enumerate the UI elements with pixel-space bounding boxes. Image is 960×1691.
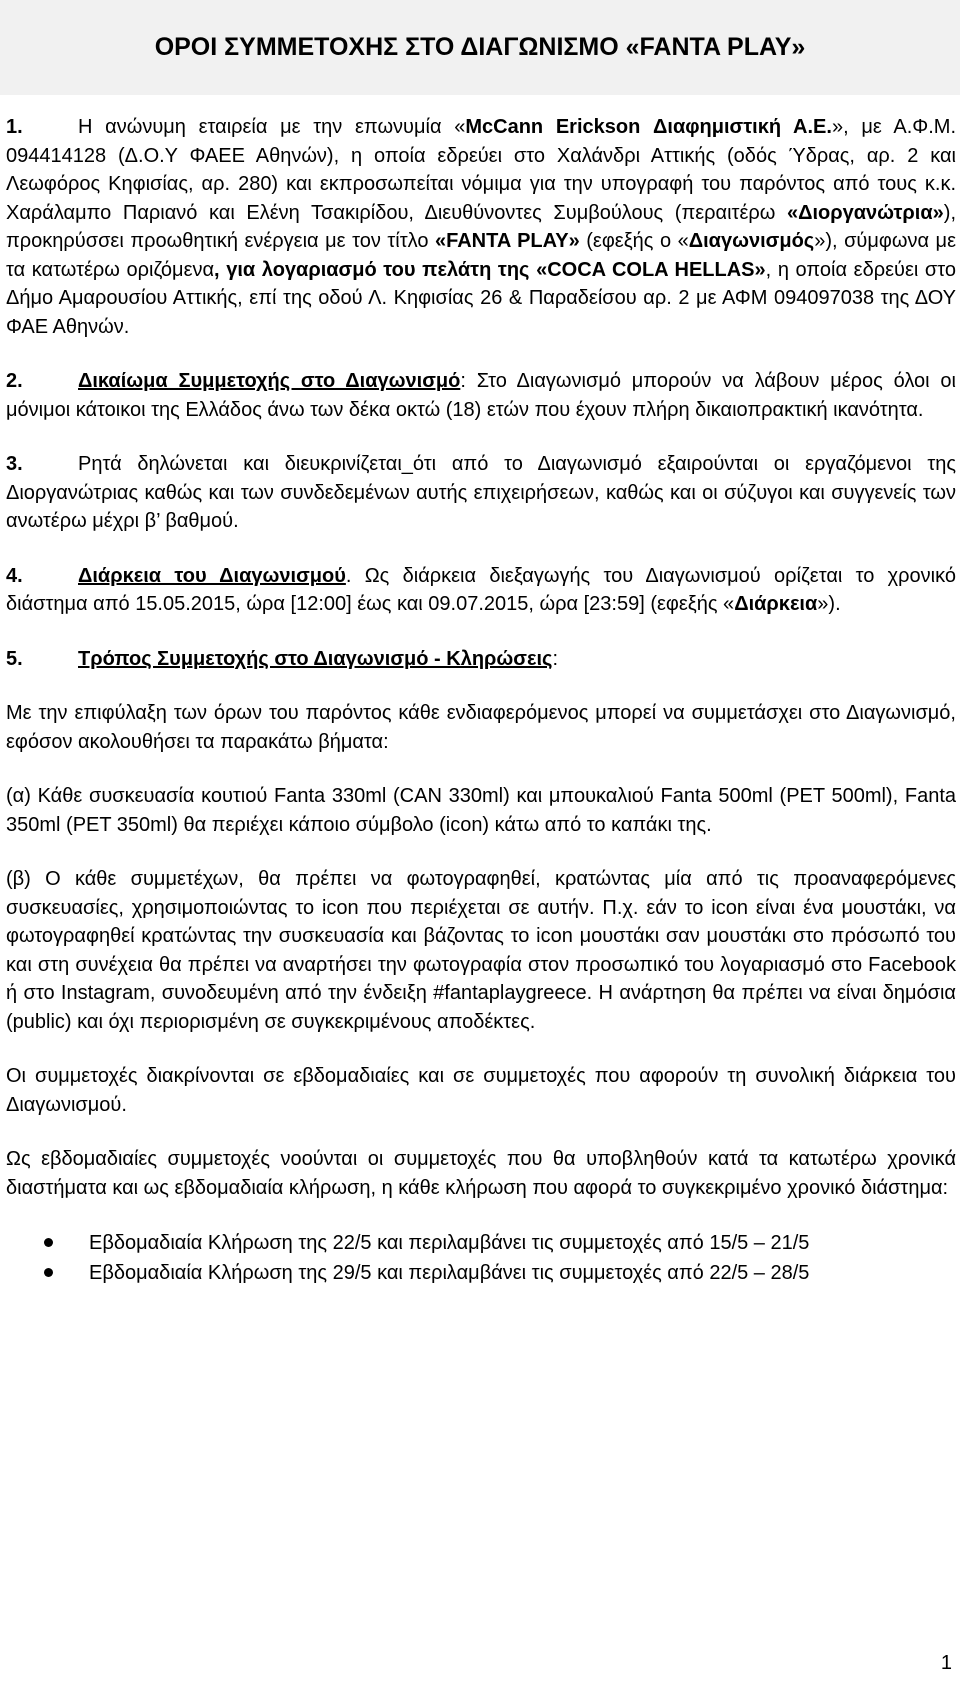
section-number: 5. — [6, 647, 23, 670]
paragraph-intro: Με την επιφύλαξη των όρων του παρόντος κάθε ενδιαφερόμενος μπορεί να συμμετάσχει στο Διαγωνισμό, εφόσον ακολουθήσει τα παρακάτω βήματα: — [6, 702, 956, 753]
paragraph-entries: Οι συμμετοχές διακρίνονται σε εβδομαδιαίες και σε συμμετοχές που αφορούν τη συνολική διάρκεια του Διαγωνισμού. — [6, 1065, 956, 1116]
section-number: 2. — [6, 370, 23, 392]
bullet-icon — [44, 1238, 53, 1247]
section-2: 2. Δικαίωμα Συμμετοχής στο Διαγωνισμό: Στο Διαγωνισμό μπορούν να λάβουν μέρος όλοι οι μόνιμοι κάτοικοι της Ελλάδος άνω των δέκα οκτώ (18) ετών που έχουν πλήρη δικαιοπρακτική ικανότητα. — [6, 367, 956, 424]
section-number: 3. — [6, 453, 23, 475]
section-number: 1. — [6, 116, 23, 138]
section-number: 4. — [6, 564, 23, 587]
section-5: 5. Τρόπος Συμμετοχής στο Διαγωνισμό - Κληρώσεις: — [6, 645, 956, 674]
draw-list — [6, 1228, 956, 1288]
section-heading: Τρόπος Συμμετοχής στο Διαγωνισμό - Κληρώσεις — [78, 647, 553, 670]
paragraph-b: (β) Ο κάθε συμμετέχων, θα πρέπει να φωτογραφηθεί, κρατώντας μία από τις προαναφερόμενες συσκευασίες, χρησιμοποιώντας το icon που περιέχεται σε αυτήν. Π.χ. εάν το icon είναι ένα μουστάκι, να φωτογραφηθεί κρατώντας την συσκευασία και βάζοντας το icon μουστάκι σαν μουστάκι στο πρόσωπό του και στη συνέχεια θα πρέπει να αναρτήσει την φωτογραφία στον προσωπικό του λογαριασμό στο Facebook ή στο Instagram, συνοδευμένη από την ένδειξη #fantaplaygreece. Η ανάρτηση θα πρέπει να είναι δημόσια (public) και όχι περιορισμένη σε συγκεκριμένους αποδέκτες. — [6, 868, 956, 1033]
list-item: Εβδομαδιαία Κλήρωση της 22/5 και περιλαμβάνει τις συμμετοχές από 15/5 – 21/5 — [44, 1228, 956, 1258]
bullet-icon — [44, 1268, 53, 1277]
section-heading: Δικαίωμα Συμμετοχής στο Διαγωνισμό — [78, 370, 461, 392]
page-title: ΟΡΟΙ ΣΥΜΜΕΤΟΧΗΣ ΣΤΟ ΔΙΑΓΩΝΙΣΜΟ «FANTA PLAY» — [0, 0, 960, 95]
list-item: Εβδομαδιαία Κλήρωση της 29/5 και περιλαμβάνει τις συμμετοχές από 22/5 – 28/5 — [44, 1258, 956, 1288]
document-body — [6, 113, 956, 1288]
paragraph-a: (α) Κάθε συσκευασία κουτιού Fanta 330ml (CAN 330ml) και μπουκαλιού Fanta 500ml (PET 500ml), Fanta 350ml (PET 350ml) θα περιέχει κάποιο σύμβολο (icon) κάτω από το καπάκι της. — [6, 785, 956, 836]
section-3: 3. Ρητά δηλώνεται και διευκρινίζεται_ότι από το Διαγωνισμό εξαιρούνται οι εργαζόμενοι της Διοργανώτριας καθώς και των συνδεδεμένων αυτής επιχειρήσεων, καθώς και οι σύζυγοι και συγγενείς των ανωτέρω μέχρι β’ βαθμού. — [6, 450, 956, 536]
section-heading: Διάρκεια του Διαγωνισμού — [78, 564, 346, 587]
page-number: 1 — [940, 1652, 952, 1674]
section-1: 1. Η ανώνυμη εταιρεία με την επωνυμία «McCann Erickson Διαφημιστική Α.Ε.», με Α.Φ.Μ. 094414128 (Δ.Ο.Υ ΦΑΕΕ Αθηνών), η οποία εδρεύει στο Χαλάνδρι Αττικής (οδός Ύδρας, αρ. 2 και Λεωφόρος Κηφισίας, αρ. 280) και εκπροσωπείται νόμιμα για την υπογραφή του παρόντος από τους κ.κ. Χαράλαμπο Παριανό και Ελένη Τσακιρίδου, Διευθύνοντες Συμβούλους (περαιτέρω «Διοργανώτρια»), προκηρύσσει προωθητική ενέργεια με τον τίτλο «FANTA PLAY» (εφεξής ο «Διαγωνισμός»), σύμφωνα με τα κατωτέρω οριζόμενα, για λογαριασμό του πελάτη της «COCA COLA HELLAS», η οποία εδρεύει στο Δήμο Αμαρουσίου Αττικής, επί της οδού Λ. Κηφισίας 26 & Παραδείσου αρ. 2 με ΑΦΜ 094097038 της ΔΟΥ ΦΑΕ Αθηνών. — [6, 113, 956, 341]
paragraph-weekly: Ως εβδομαδιαίες συμμετοχές νοούνται οι συμμετοχές που θα υποβληθούν κατά τα κατωτέρω χρονικά διαστήματα και ως εβδομαδιαία κλήρωση, η κάθε κλήρωση που αφορά το συγκεκριμένο χρονικό διάστημα: — [6, 1148, 956, 1199]
section-4: 4. Διάρκεια του Διαγωνισμού. Ως διάρκεια διεξαγωγής του Διαγωνισμού ορίζεται το χρονικό διάστημα από 15.05.2015, ώρα [12:00] έως και 09.07.2015, ώρα [23:59] (εφεξής «Διάρκεια»). — [6, 562, 956, 619]
